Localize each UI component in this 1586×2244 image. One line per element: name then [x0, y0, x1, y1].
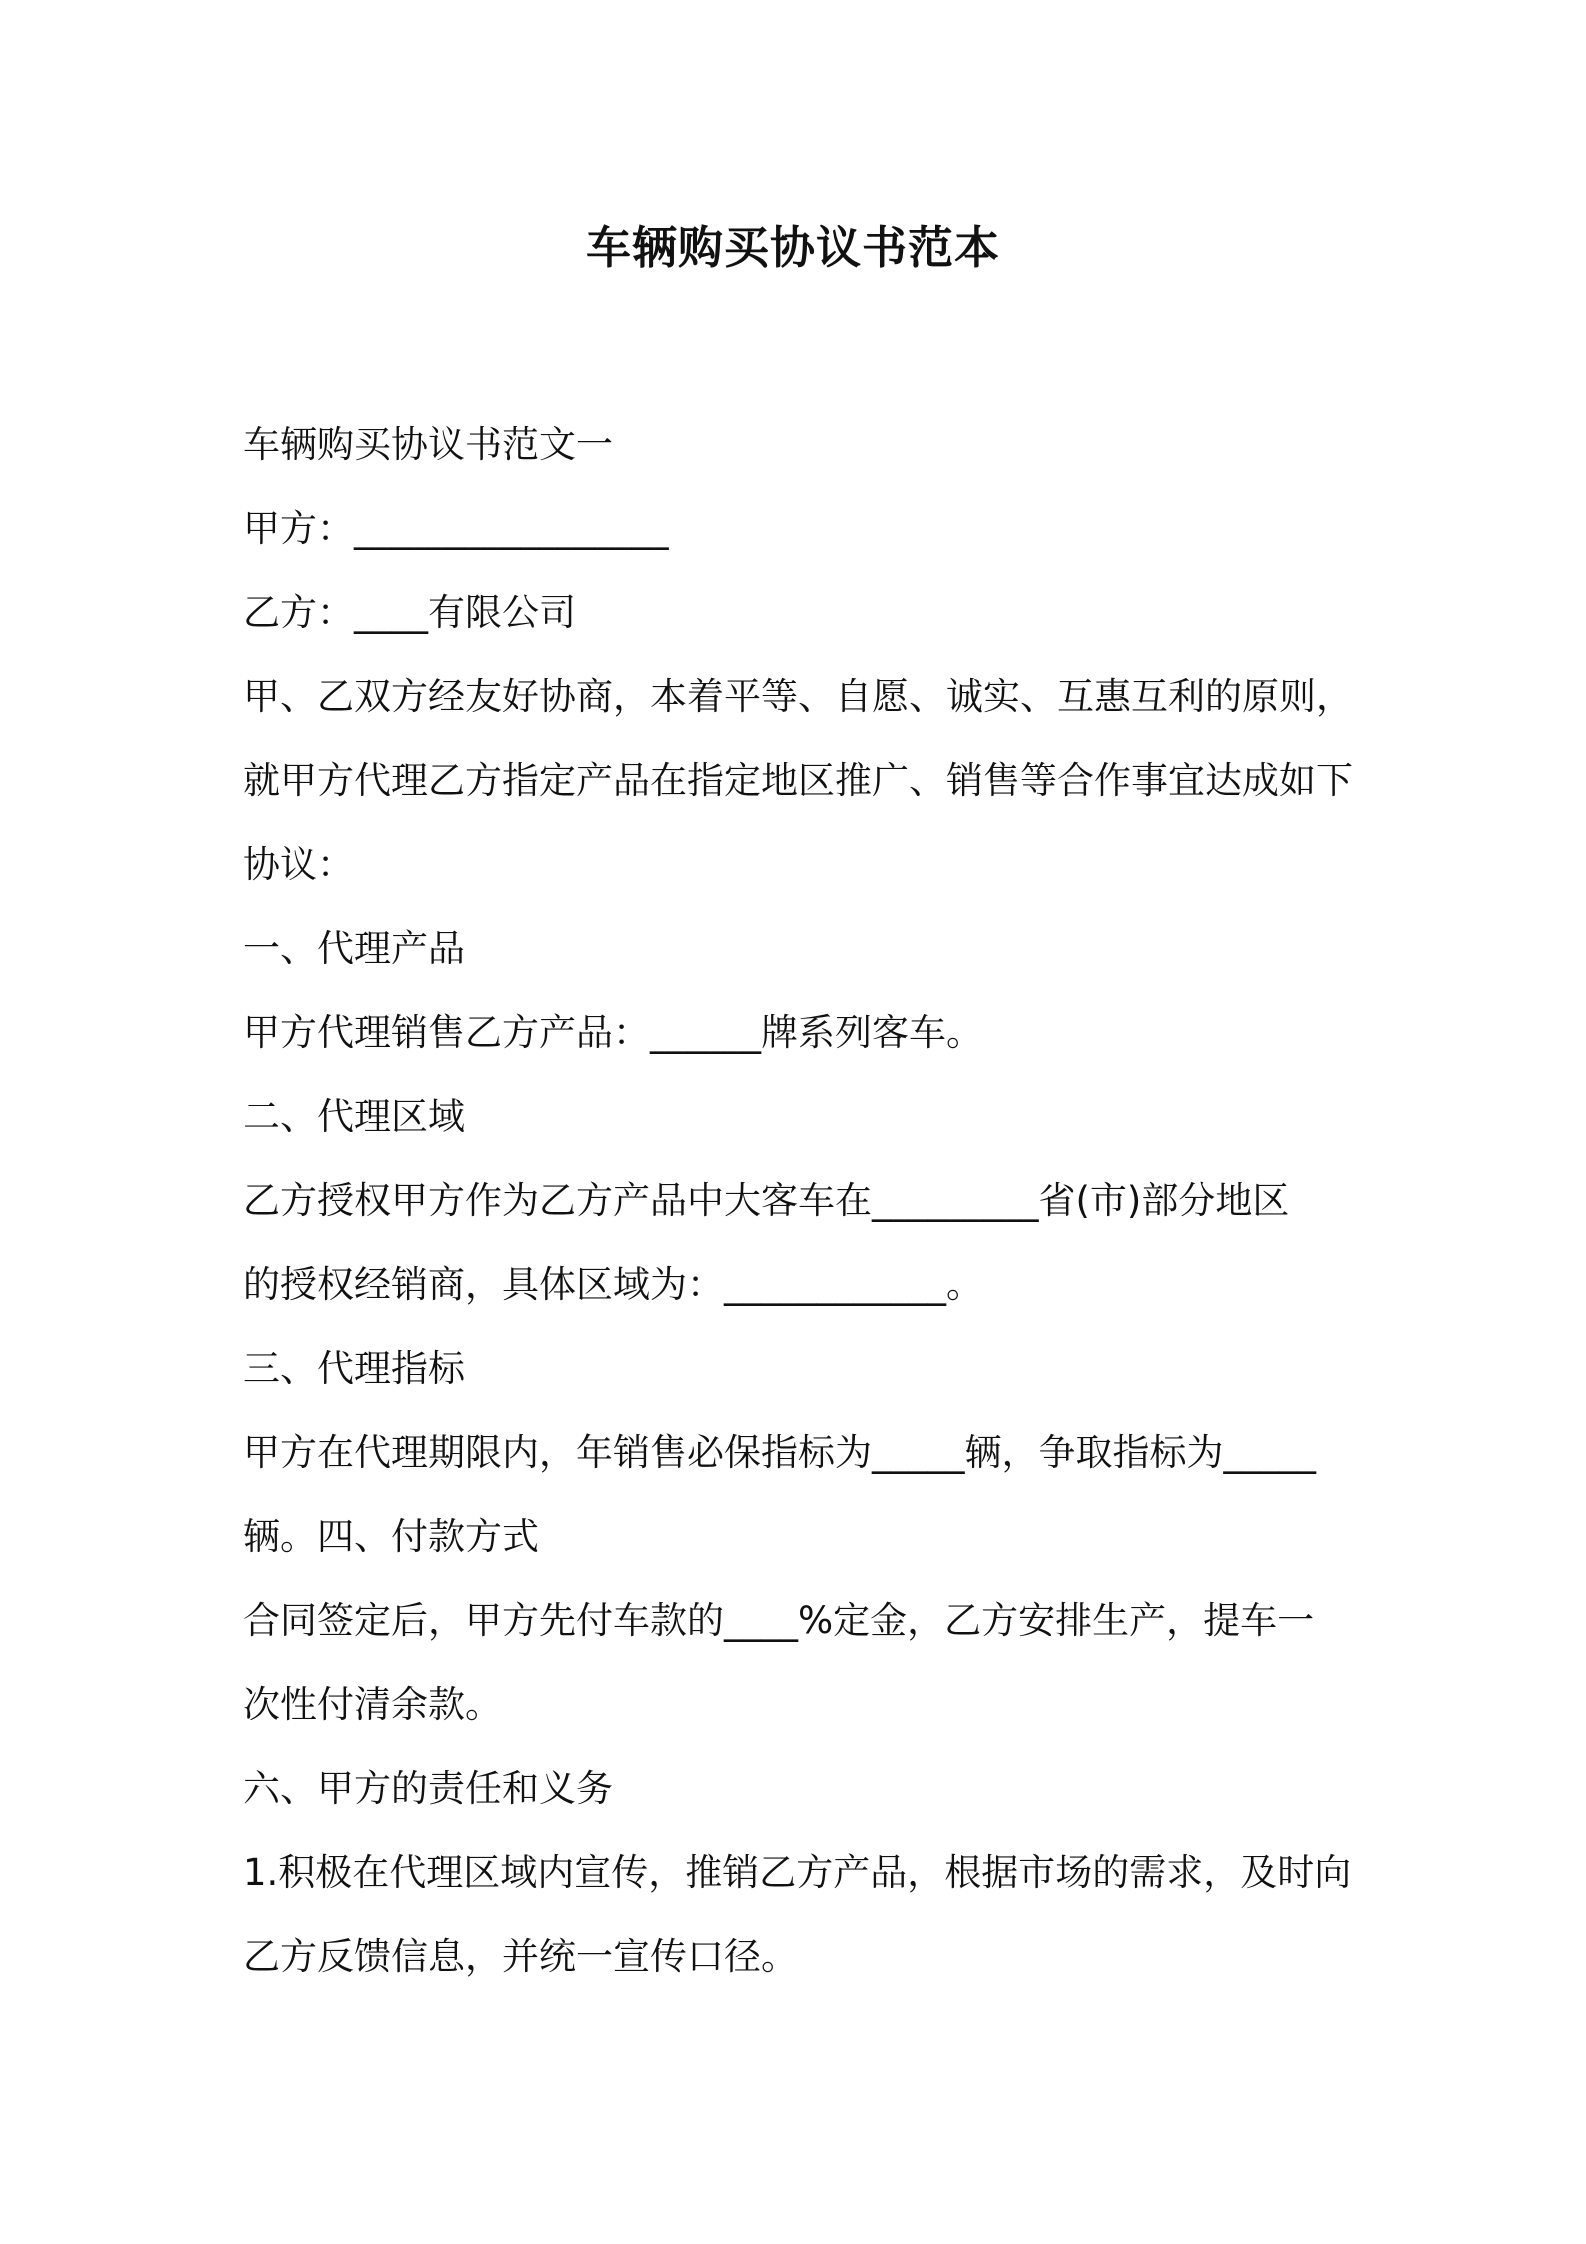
section-heading: 二、代理区域	[243, 1095, 465, 1138]
party-b-line: 乙方：____有限公司	[243, 591, 576, 634]
section-heading: 一、代理产品	[243, 927, 465, 970]
section-heading-sample-one: 车辆购买协议书范文一	[243, 423, 613, 466]
section-heading: 三、代理指标	[243, 1347, 465, 1390]
paragraph-line: 甲方在代理期限内，年销售必保指标为_____辆，争取指标为_____	[243, 1431, 1316, 1474]
document-body	[243, 403, 1353, 1999]
paragraph-line: 甲、乙双方经友好协商，本着平等、自愿、诚实、互惠互利的原则，	[243, 675, 1353, 718]
paragraph-line: 的授权经销商，具体区域为：____________。	[243, 1263, 983, 1306]
paragraph-line: 1.积极在代理区域内宣传，推销乙方产品，根据市场的需求，及时向	[243, 1851, 1352, 1894]
paragraph-line: 次性付清余款。	[243, 1683, 502, 1726]
paragraph-line: 协议：	[243, 843, 354, 886]
party-a-line: 甲方：_________________	[243, 507, 669, 550]
paragraph-line: 乙方授权甲方作为乙方产品中大客车在_________省(市)部分地区	[243, 1179, 1290, 1222]
section-heading: 六、甲方的责任和义务	[243, 1767, 613, 1810]
paragraph-line: 合同签定后，甲方先付车款的____%定金，乙方安排生产，提车一	[243, 1599, 1315, 1642]
paragraph-line: 乙方反馈信息，并统一宣传口径。	[243, 1935, 798, 1978]
document-title: 车辆购买协议书范本	[585, 221, 1000, 274]
paragraph-line: 辆。四、付款方式	[243, 1515, 539, 1558]
paragraph-line: 就甲方代理乙方指定产品在指定地区推广、销售等合作事宜达成如下	[243, 759, 1353, 802]
paragraph-line: 甲方代理销售乙方产品：______牌系列客车。	[243, 1011, 983, 1054]
